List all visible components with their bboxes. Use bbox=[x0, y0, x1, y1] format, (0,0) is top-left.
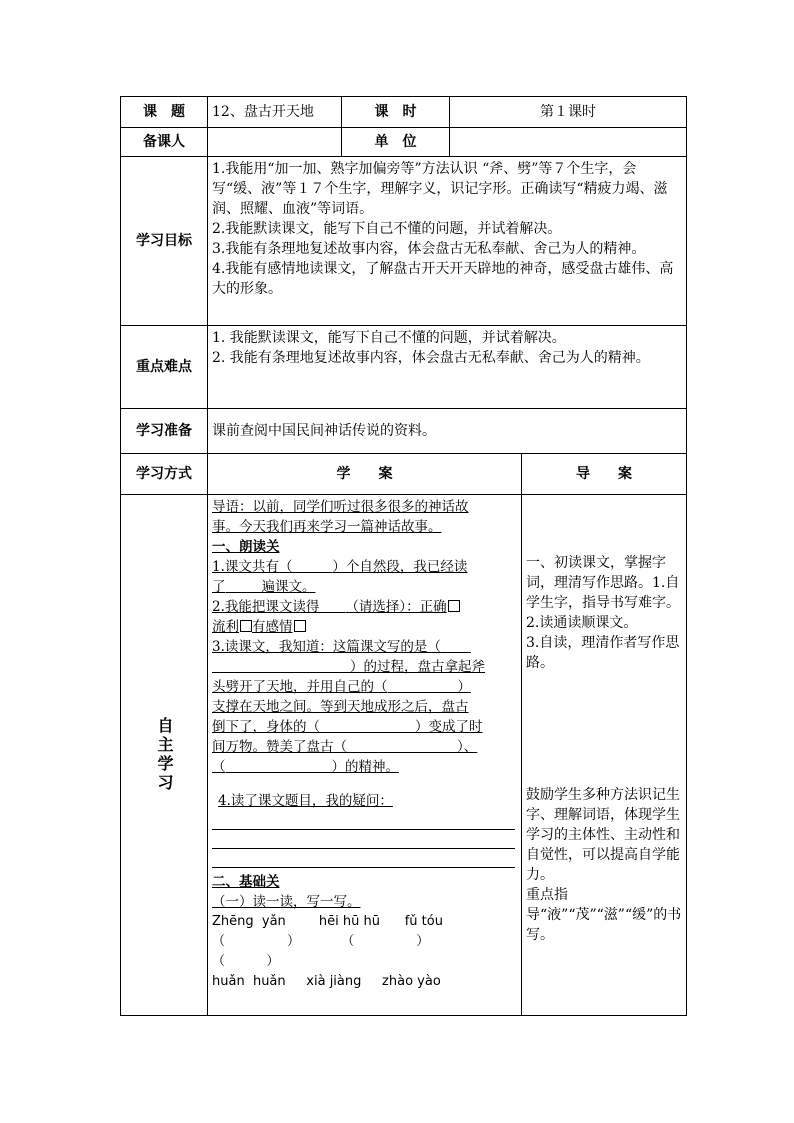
answer-blank[interactable] bbox=[226, 578, 262, 593]
question-3-cont: （ ）的精神。 bbox=[212, 759, 399, 775]
answer-blank[interactable] bbox=[292, 558, 332, 573]
checkbox-correct[interactable] bbox=[448, 600, 460, 612]
answer-blank[interactable] bbox=[319, 598, 345, 613]
guide-block: 重点指导“液”“茂”“滋”“缓”的书写。 bbox=[526, 887, 682, 943]
question-3: 3.读课文，我知道：这篇课文写的是（ bbox=[212, 637, 517, 657]
goals-content bbox=[207, 156, 687, 326]
question-3-cont: ）的过程，盘古拿起斧 bbox=[212, 657, 517, 677]
pinyin-row: Zhēng yǎn hēi hū hū fǔ tóu bbox=[212, 914, 443, 929]
self-study-label bbox=[120, 494, 208, 1016]
guide-block: 一、初读课文，掌握字词，理清写作思路。1.自学生字，指导书写难字。 2.读通读顺课文。 bbox=[526, 555, 680, 631]
question-1: 1.课文共有（ ）个自然段，我已经读 bbox=[212, 559, 468, 575]
answer-blank[interactable] bbox=[320, 718, 415, 733]
key-point-item: 2. 我能有条理地复述故事内容，体会盘古无私奉献、舍己为人的精神。 bbox=[212, 350, 650, 366]
lesson-plan-table bbox=[120, 96, 687, 1016]
question-3-cont: 支撑在天地之间。等到天地成形之后，盘古 bbox=[212, 699, 469, 715]
question-2-cont: 流利 有感情 bbox=[212, 617, 517, 637]
goals-label: 学习目标 bbox=[120, 156, 208, 326]
subsection-read-write: （一）读一读，写一写。 bbox=[212, 894, 361, 910]
answer-parens-row[interactable]: （ ） （ ） bbox=[212, 934, 430, 949]
goal-item: 3.我能有条理地复述故事内容，体会盘古无私奉献、舍己为人的精神。 bbox=[212, 241, 646, 257]
preparer-label: 备课人 bbox=[120, 127, 208, 157]
unit-value bbox=[449, 127, 687, 157]
answer-blank[interactable] bbox=[388, 678, 458, 693]
period-value: 第１课时 bbox=[449, 96, 687, 128]
key-point-item: 1. 我能默读课文，能写下自己不懂的问题，并试着解决。 bbox=[212, 330, 566, 346]
question-2: 2.我能把课文读得 （请选择）：正确 bbox=[212, 597, 517, 617]
question-3-cont: 倒下了，身体的（ ）变成了时 bbox=[212, 719, 483, 735]
question-3-cont: 头劈开了天地，并用自己的（ ） bbox=[212, 679, 471, 695]
self-study-label-text: 自主学习 bbox=[155, 717, 174, 793]
course-label: 课 题 bbox=[120, 96, 208, 128]
prep-value: 课前查阅中国民间神话传说的资料。 bbox=[207, 408, 687, 454]
answer-line[interactable] bbox=[212, 811, 515, 830]
question-1-cont: 了 遍课文。 bbox=[212, 579, 316, 595]
prep-label: 学习准备 bbox=[120, 408, 208, 454]
goal-item: 4.我能有感情地读课文，了解盘古开天开天辟地的神奇，感受盘古雄伟、高大的形象。 bbox=[212, 261, 674, 297]
guide-plan-content bbox=[521, 494, 687, 1016]
answer-line[interactable] bbox=[212, 830, 515, 849]
answer-parens-row[interactable]: （ ） bbox=[212, 954, 280, 969]
goal-item: 1.我能用“加一加、熟字加偏旁等”方法认识 “斧、劈”等７个生字，会写“缓、液”等１７个生字，理解字义，识记字形。正确读写“精疲力竭、滋润、照耀、血液”等词语。 bbox=[212, 161, 668, 217]
question-4: 4.读了课文题目，我的疑问： bbox=[218, 793, 393, 809]
method-label: 学习方式 bbox=[120, 453, 208, 495]
course-value: 12、盘古开天地 bbox=[207, 96, 342, 128]
pinyin-row: huǎn huǎn xià jiàng zhào yào bbox=[212, 974, 441, 989]
study-plan-content bbox=[207, 494, 522, 1016]
answer-line[interactable] bbox=[212, 849, 515, 868]
section-reading-title: 一、朗读关 bbox=[212, 539, 280, 555]
preparer-value bbox=[207, 127, 342, 157]
goal-item: 2.我能默读课文，能写下自己不懂的问题，并试着解决。 bbox=[212, 221, 562, 237]
answer-blank[interactable] bbox=[441, 638, 471, 653]
period-label: 课 时 bbox=[341, 96, 450, 128]
guide-block: 鼓励学生多种方法识记生字、理解词语，体现学生学习的主体性、主动性和自觉性，可以提高自学能力。 bbox=[526, 787, 680, 883]
section-basics-title: 二、基础关 bbox=[212, 874, 280, 890]
key-points-content bbox=[207, 325, 687, 409]
answer-blank[interactable] bbox=[212, 658, 350, 673]
answer-blank[interactable] bbox=[347, 738, 457, 753]
guide-block: 3.自读，理清作者写作思路。 bbox=[526, 635, 680, 671]
checkbox-emotion[interactable] bbox=[294, 620, 306, 632]
unit-label: 单 位 bbox=[341, 127, 450, 157]
question-3-cont: 间万物。赞美了盘古（ ）、 bbox=[212, 739, 478, 755]
checkbox-fluent[interactable] bbox=[240, 620, 252, 632]
guide-plan-header: 导 案 bbox=[521, 453, 687, 495]
answer-blank[interactable] bbox=[226, 758, 332, 773]
intro-line: 事。今天我们再来学习一篇神话故事。 bbox=[212, 519, 442, 535]
intro-line: 导语：以前，同学们听过很多很多的神话故 bbox=[212, 499, 469, 515]
study-plan-header: 学 案 bbox=[207, 453, 522, 495]
key-points-label: 重点难点 bbox=[120, 325, 208, 409]
